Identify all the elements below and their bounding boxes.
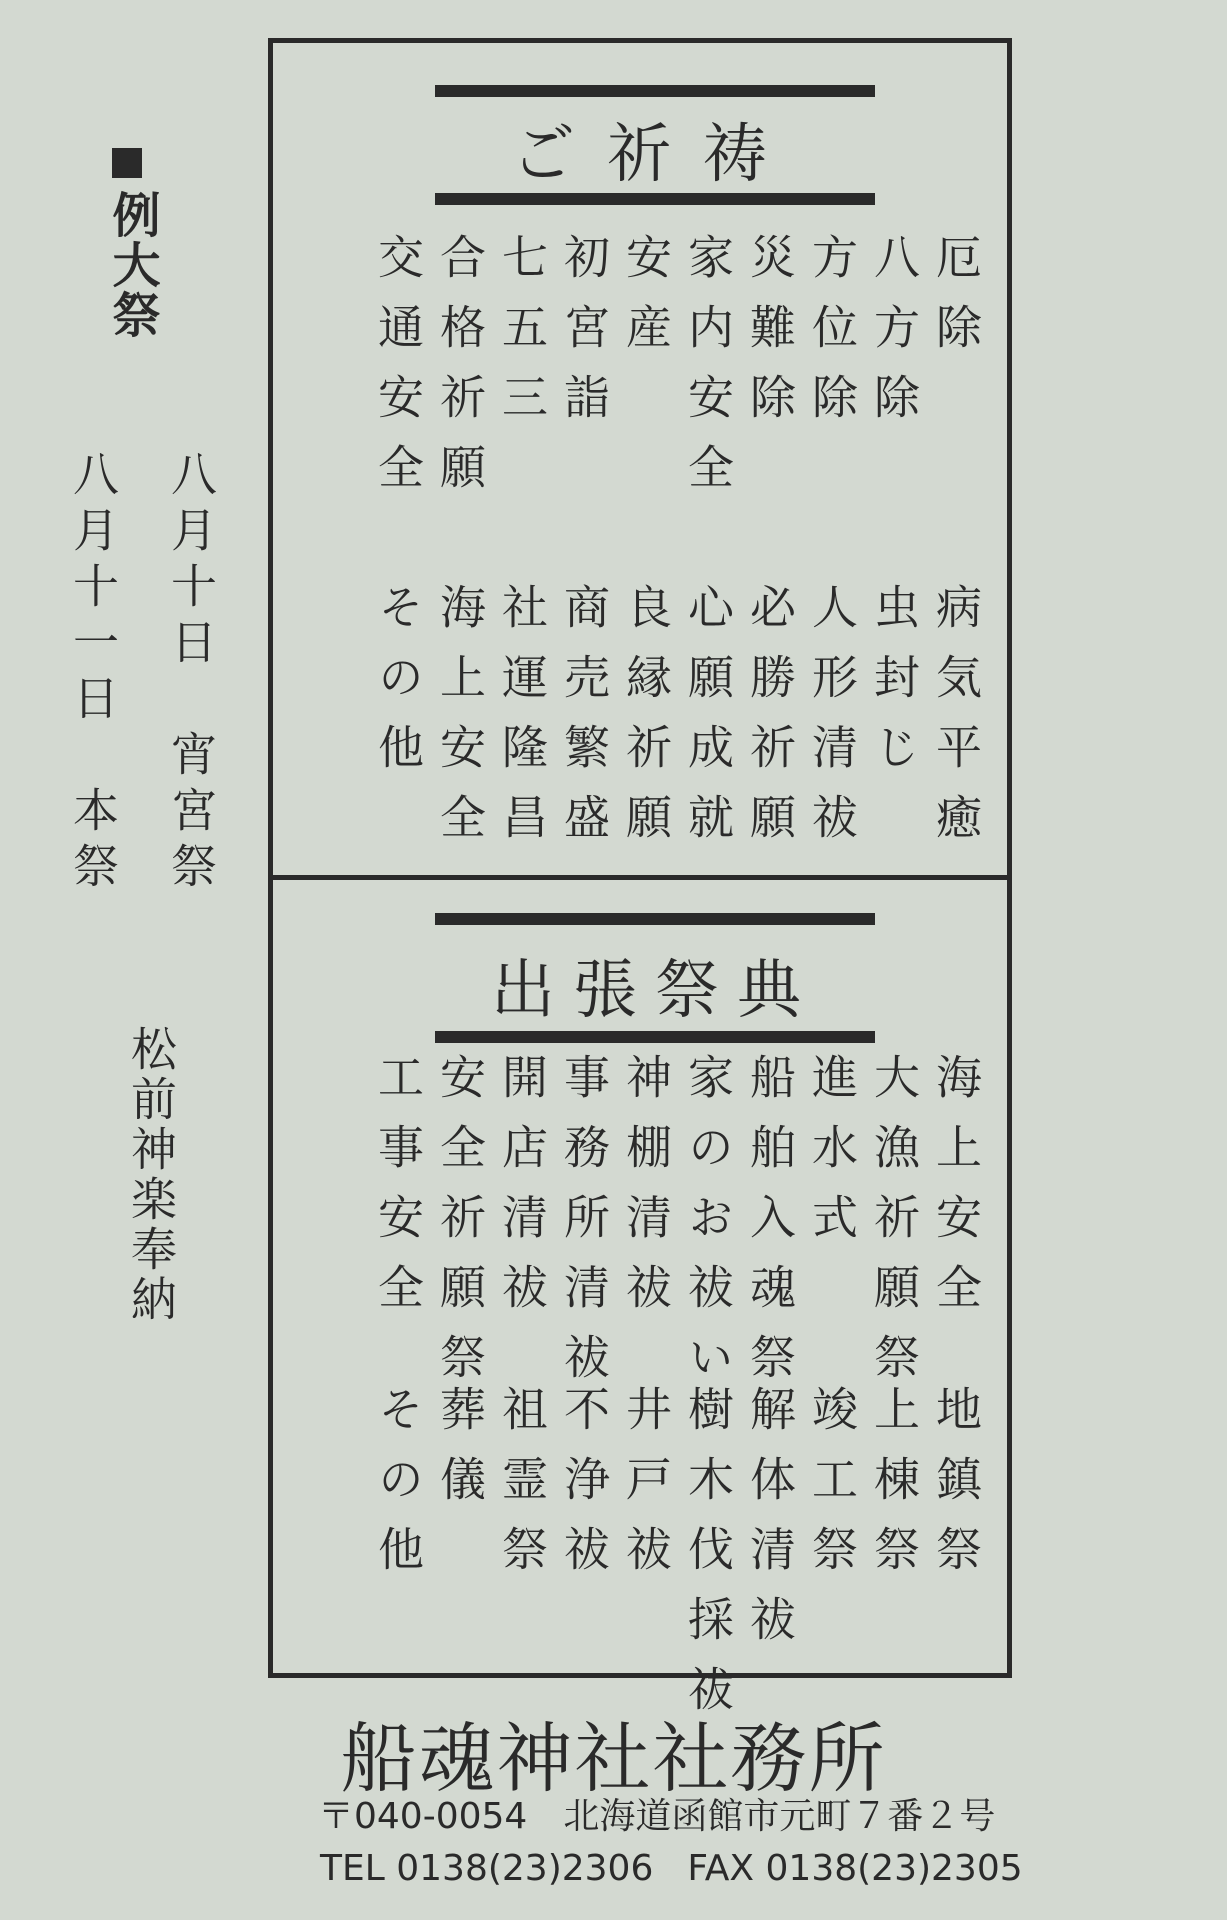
list-item: 進水式	[805, 1053, 859, 1263]
dispatch-list-row2	[369, 1385, 989, 1735]
list-item: 海上安全	[433, 583, 487, 863]
list-item: 厄除	[929, 233, 983, 373]
kagura-offering: 松前神楽奉納	[124, 1025, 178, 1325]
list-item: 地鎮祭	[929, 1385, 983, 1595]
list-item: 心願成就	[681, 583, 735, 863]
list-item: 上棟祭	[867, 1385, 921, 1595]
list-item: 交通安全	[371, 233, 425, 513]
list-item: 必勝祈願	[743, 583, 797, 863]
list-item: 初宮詣	[557, 233, 611, 443]
title-bar-bottom	[435, 193, 875, 205]
list-item: 七五三	[495, 233, 549, 443]
list-item: 海上安全	[929, 1053, 983, 1333]
fax-number: FAX 0138(23)2305	[687, 1848, 1023, 1889]
list-item: 解体清祓	[743, 1385, 797, 1665]
list-item: 工事安全	[371, 1053, 425, 1333]
list-item: 家内安全	[681, 233, 735, 513]
list-item: 祖霊祭	[495, 1385, 549, 1595]
list-item: 災難除	[743, 233, 797, 443]
list-item: 方位除	[805, 233, 859, 443]
list-item: 開店清祓	[495, 1053, 549, 1333]
phone-number: TEL 0138(23)2306	[320, 1848, 654, 1889]
title-bar-bottom	[435, 1031, 875, 1043]
prayer-list-row2	[369, 583, 989, 863]
main-festival-date: 八月十一日 本祭	[66, 450, 120, 898]
dispatch-list-row1	[369, 1053, 989, 1403]
list-item: 病気平癒	[929, 583, 983, 863]
list-item: 神棚清祓	[619, 1053, 673, 1333]
list-item: 不浄祓	[557, 1385, 611, 1595]
list-item: 家のお祓い	[681, 1053, 735, 1403]
list-item: 商売繁盛	[557, 583, 611, 863]
list-item: 八方除	[867, 233, 921, 443]
title-bar-top	[435, 913, 875, 925]
title-bar-top	[435, 85, 875, 97]
list-item: 社運隆昌	[495, 583, 549, 863]
list-item: 葬儀	[433, 1385, 487, 1525]
dispatch-title-band	[435, 913, 875, 1043]
list-item: 合格祈願	[433, 233, 487, 513]
address: 〒040-0054 北海道函館市元町７番２号	[318, 1796, 996, 1837]
eve-festival-date: 八月十日 宵宮祭	[164, 450, 218, 898]
dispatch-title: 出張祭典	[491, 954, 819, 1028]
list-item: 事務所清祓	[557, 1053, 611, 1403]
list-item: 良縁祈願	[619, 583, 673, 863]
prayer-title-band	[435, 85, 875, 205]
list-item: 虫封じ	[867, 583, 921, 793]
office-name: 船魂神社社務所	[340, 1714, 887, 1803]
list-item: その他	[371, 583, 425, 793]
services-box	[268, 38, 1012, 1735]
prayer-title: ご祈祷	[511, 118, 799, 192]
list-item: 人形清祓	[805, 583, 859, 863]
contact-line	[320, 1848, 1057, 1889]
bullet-marker	[112, 148, 142, 178]
list-item: 安全祈願祭	[433, 1053, 487, 1403]
list-item: 船舶入魂祭	[743, 1053, 797, 1403]
list-item: 井戸祓	[619, 1385, 673, 1595]
list-item: 樹木伐採祓	[681, 1385, 735, 1735]
prayer-list-row1	[369, 233, 989, 513]
list-item: 安産	[619, 233, 673, 373]
list-item: その他	[371, 1385, 425, 1595]
festival-label: 例大祭	[104, 190, 160, 340]
section-divider	[273, 875, 1007, 880]
list-item: 竣工祭	[805, 1385, 859, 1595]
list-item: 大漁祈願祭	[867, 1053, 921, 1403]
